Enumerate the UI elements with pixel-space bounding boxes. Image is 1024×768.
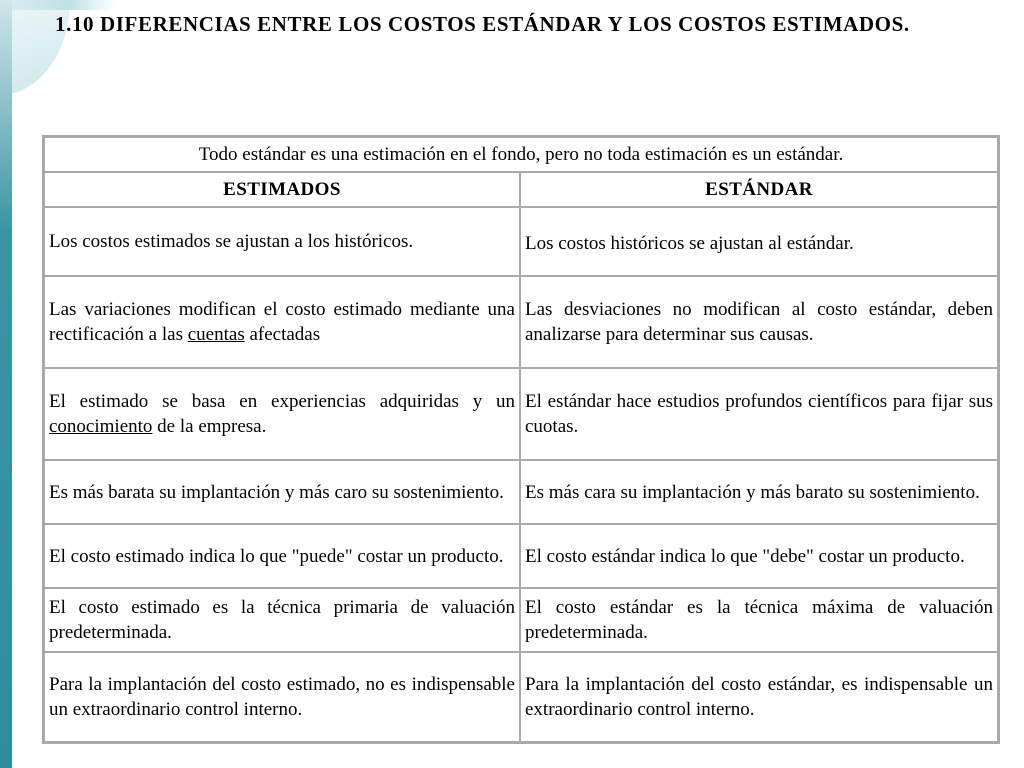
cell-estandar: Las desviaciones no modifican al costo estándar, deben analizarse para determinar sus causas. [520, 276, 998, 368]
table-row [44, 276, 998, 368]
table-intro: Todo estándar es una estimación en el fondo, pero no toda estimación es un estándar. [44, 137, 998, 172]
comparison-table [42, 135, 1000, 744]
column-header-estandar: ESTÁNDAR [520, 172, 998, 207]
table-header-row [44, 172, 998, 207]
cell-estandar: Para la implantación del costo estándar, es indispensable un extraordinario control interno. [520, 652, 998, 742]
cell-estimados: El costo estimado indica lo que "puede" costar un producto. [44, 524, 520, 588]
table-intro-row [44, 137, 998, 172]
cell-estimados [44, 368, 520, 460]
cell-estimados [44, 276, 520, 368]
top-edge-decoration [0, 0, 115, 10]
table-row [44, 524, 998, 588]
cell-estandar: El estándar hace estudios profundos científicos para fijar sus cuotas. [520, 368, 998, 460]
page-heading: 1.10 DIFERENCIAS ENTRE LOS COSTOS ESTÁNDAR Y LOS COSTOS ESTIMADOS. [55, 12, 910, 36]
column-header-estimados: ESTIMADOS [44, 172, 520, 207]
table-row [44, 652, 998, 742]
cell-estimados: El costo estimado es la técnica primaria de valuación predeterminada. [44, 588, 520, 652]
underlined-term: conocimiento [49, 416, 153, 437]
underlined-term: cuentas [187, 324, 245, 345]
cell-estandar: Es más cara su implantación y más barato su sostenimiento. [520, 460, 998, 524]
cell-estandar: El costo estándar es la técnica máxima de valuación predeterminada. [520, 588, 998, 652]
table-row [44, 368, 998, 460]
left-edge-stripe [0, 0, 12, 768]
cell-text: Las variaciones modifican el costo estimado mediante una rectificación a las [49, 299, 515, 345]
cell-estimados: Los costos estimados se ajustan a los históricos. [44, 207, 520, 276]
cell-text: afectadas [244, 324, 321, 345]
cell-text: de la empresa. [152, 416, 267, 437]
cell-estandar: Los costos históricos se ajustan al estándar. [520, 207, 998, 276]
cell-text: El estimado se basa en experiencias adquiridas y un [49, 391, 515, 412]
table-row [44, 460, 998, 524]
comparison-table-container [42, 135, 1000, 744]
cell-estimados: Es más barata su implantación y más caro su sostenimiento. [44, 460, 520, 524]
table-row [44, 588, 998, 652]
cell-estimados: Para la implantación del costo estimado, no es indispensable un extraordinario control interno. [44, 652, 520, 742]
cell-estandar: El costo estándar indica lo que "debe" costar un producto. [520, 524, 998, 588]
table-row [44, 207, 998, 276]
